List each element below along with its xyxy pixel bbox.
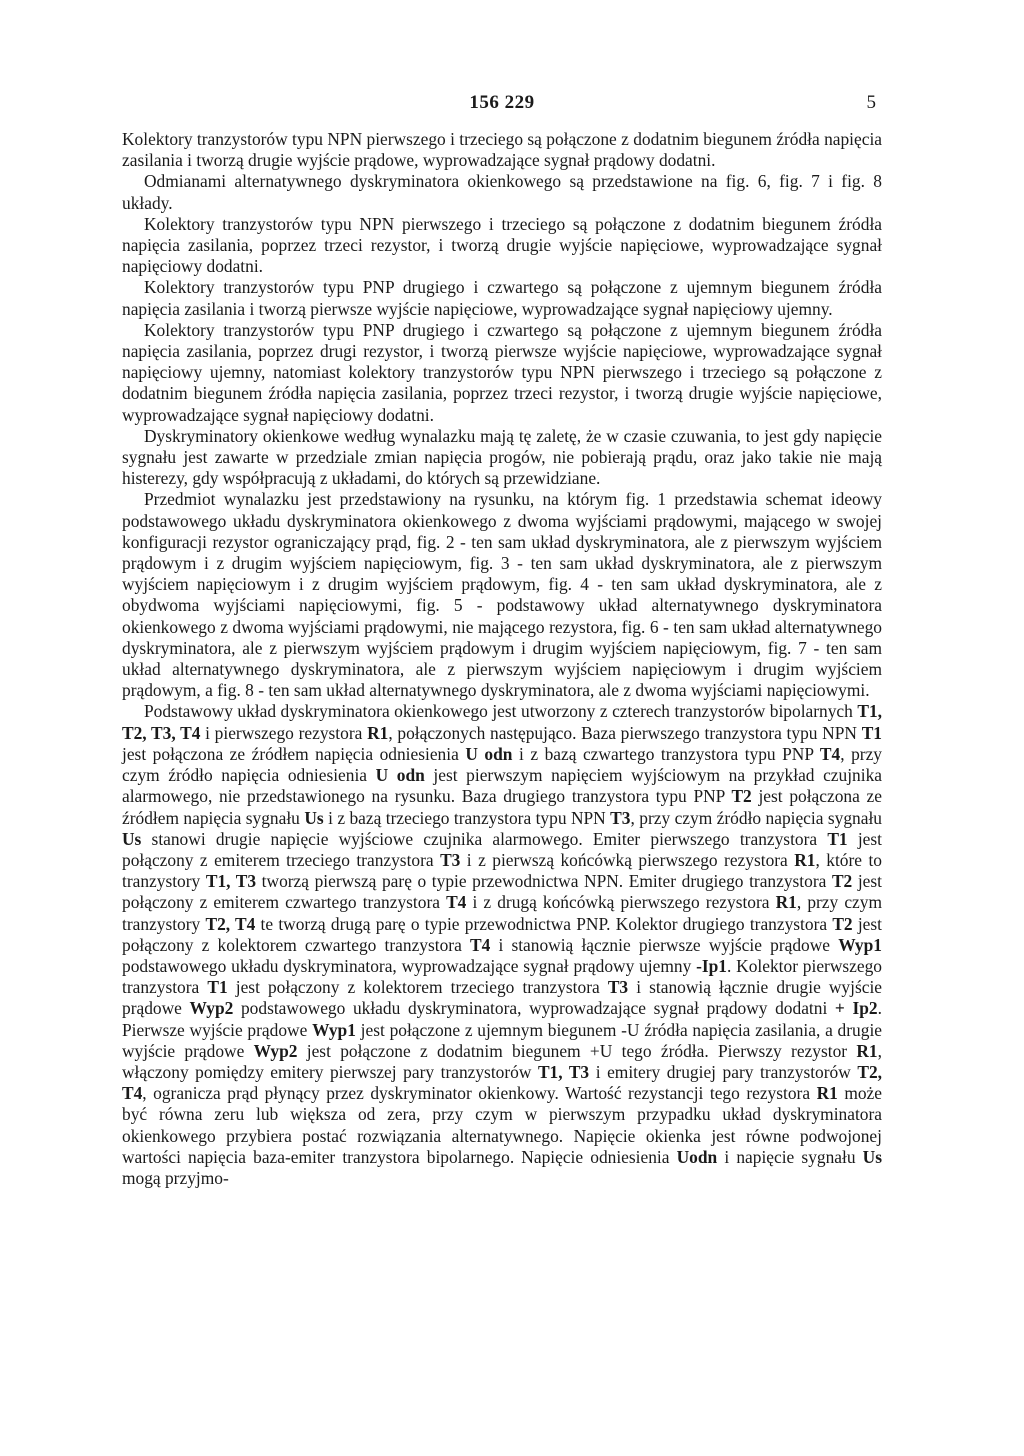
text-run: i emitery drugiej pary tranzystorów — [589, 1061, 858, 1082]
bold-symbol: Wyp1 — [312, 1019, 356, 1040]
paragraph: Kolektory tranzystorów typu NPN pierwszego i trzeciego są połączone z dodatnim biegunem źródła napięcia zasilania, poprzez trzeci rezystor, i tworzą drugie wyjście napięciowe, wyprowadzające sygnał napięciowy dodatni. — [122, 213, 882, 277]
bold-symbol: T4 — [469, 934, 491, 955]
text-run: i z drugą końcówką pierwszego rezystora — [466, 892, 776, 913]
text-run: i z bazą trzeciego tranzystora typu NPN — [323, 807, 611, 828]
paragraph: Kolektory tranzystorów typu PNP drugiego i czwartego są połączone z ujemnym biegunem źródła napięcia zasilania, poprzez drugi rezystor, i tworzą pierwsze wyjście napięciowe, wyprowadzające sygnał napięciowy ujemny, natomiast kolektory tranzystorów typu NPN pierwszego i trzeciego są połączone z dodatnim biegunem źródła napięcia zasilania, poprzez trzeci rezystor, i tworzą drugie wyjście napięciowe, wyprowadzające sygnał napięciowy dodatni. — [122, 319, 882, 425]
bold-symbol: Us — [304, 807, 324, 828]
page-header — [122, 92, 882, 122]
text-run: , przy czym źródło napięcia odniesienia — [122, 743, 882, 786]
bold-symbol: T3 — [440, 849, 461, 870]
text-run: jest połączone z dodatnim biegunem +U tego źródła. Pierwszy rezystor — [297, 1040, 857, 1061]
paragraph: Odmianami alternatywnego dyskryminatora okienkowego są przedstawione na fig. 6, fig. 7 i fig. 8 układy. — [122, 171, 882, 213]
text-run: może być równa zeru lub większa od zera, przy czym w pierwszym przypadku układ dyskryminatora okienkowego przybiera postać rozwiązania alternatywnego. Napięcie okienka jest równe podwojonej wartości napięcia baza-emiter tranzystora bipolarnego. Napięcie odniesienia — [122, 1083, 882, 1167]
bold-symbol: R1 — [367, 722, 389, 743]
text-run: mogą przyjmo- — [122, 1167, 229, 1188]
text-run: i stanowią łącznie drugie wyjście prądowe — [122, 977, 882, 1019]
text-run: i pierwszego rezystora — [200, 722, 368, 743]
text-run: stanowi drugie napięcie wyjściowe czujnika alarmowego. Emiter pierwszego tranzystora — [141, 828, 828, 849]
bold-symbol: T1 — [861, 722, 882, 743]
text-run: te tworzą drugą parę o typie przewodnictwa PNP. Kolektor drugiego tranzystora — [255, 913, 833, 934]
bold-symbol: Wyp2 — [189, 998, 234, 1019]
text-run: i z bazą czwartego tranzystora typu PNP — [512, 743, 820, 764]
bold-symbol: Us — [862, 1146, 882, 1167]
text-run: i stanowią łącznie pierwsze wyjście prądowe — [490, 934, 839, 955]
text-run: , przy czym źródło napięcia sygnału — [630, 807, 882, 828]
paragraph: Dyskryminatory okienkowe według wynalazku mają tę zaletę, że w czasie czuwania, to jest gdy napięcie sygnału jest zawarte w przedziale zmian napięcia progów, nie pobierają prądu, oraz jako takie nie mają histerezy, gdy współpracują z układami, do których są przewidziane. — [122, 425, 882, 489]
text-run: Podstawowy układ dyskryminatora okienkowego jest utworzony z czterech tranzystorów bipolarnych — [144, 701, 858, 722]
text-run: , ogranicza prąd płynący przez dyskryminator okienkowy. Wartość rezystancji tego rezystora — [142, 1083, 817, 1104]
text-run: . Pierwsze wyjście prądowe — [122, 998, 882, 1040]
paragraph: Kolektory tranzystorów typu PNP drugiego i czwartego są połączone z ujemnym biegunem źródła napięcia zasilania i tworzą pierwsze wyjście napięciowe, wyprowadzające sygnał napięciowy ujemny. — [122, 277, 882, 319]
text-run: , włączony pomiędzy emitery pierwszej pary tranzystorów — [122, 1040, 882, 1082]
text-run: jest połączone z ujemnym biegunem -U źródła napięcia zasilania, a drugie wyjście prądowe — [122, 1019, 882, 1061]
bold-symbol: T4 — [819, 743, 841, 764]
text-run: , połączonych następująco. Baza pierwszego tranzystora typu NPN — [388, 722, 862, 743]
text-run: jest pierwszym napięciem wyjściowym na przykład czujnika alarmowego, nie przedstawionego na rysunku. Baza drugiego tranzystora typu PNP — [122, 765, 882, 807]
bold-symbol: R1 — [794, 849, 816, 870]
bold-symbol: T4 — [446, 892, 467, 913]
bold-symbol: -Ip1 — [696, 955, 728, 976]
bold-symbol: T2, T4 — [205, 913, 256, 934]
text-run: . Kolektor pierwszego tranzystora — [122, 955, 882, 998]
bold-symbol: T1 — [207, 977, 228, 998]
bold-symbol: T1, T3 — [205, 871, 257, 892]
text-run: , które to tranzystory — [122, 849, 882, 892]
text-run: podstawowego układu dyskryminatora, wyprowadzające sygnał prądowy ujemny — [122, 955, 697, 976]
sheet-number: 5 — [866, 92, 876, 113]
bold-symbol: + Ip2 — [834, 998, 878, 1019]
text-run: podstawowego układu dyskryminatora, wyprowadzające sygnał prądowy dodatni — [233, 998, 835, 1019]
bold-symbol: U odn — [465, 743, 513, 764]
bold-symbol: Us — [122, 828, 142, 849]
bold-symbol: R1 — [856, 1040, 878, 1061]
bold-symbol: T2 — [832, 913, 853, 934]
document-body — [122, 129, 882, 1189]
bold-symbol: Uodn — [676, 1146, 718, 1167]
text-run: tworzą pierwszą parę o typie przewodnictwa NPN. Emiter drugiego tranzystora — [256, 871, 832, 892]
text-run: i z pierwszą końcówką pierwszego rezystora — [460, 849, 795, 870]
text-run: jest połączony z emiterem trzeciego tranzystora — [122, 828, 882, 870]
text-run: , przy czym tranzystory — [122, 892, 882, 934]
bold-symbol: T2, T4 — [122, 1061, 882, 1104]
bold-symbol: Wyp1 — [838, 934, 882, 955]
text-run: jest połączona ze źródłem napięcia odniesienia — [122, 743, 466, 764]
text-run: jest połączona ze źródłem napięcia sygnału — [122, 786, 882, 828]
bold-symbol: T1, T3 — [537, 1061, 590, 1082]
text-run: jest połączony z emiterem czwartego tranzystora — [122, 871, 882, 913]
bold-symbol: U odn — [375, 765, 425, 786]
bold-symbol: T3 — [610, 807, 631, 828]
text-run: jest połączony z kolektorem czwartego tranzystora — [122, 913, 882, 955]
bold-symbol: R1 — [775, 892, 797, 913]
text-run: jest połączony z kolektorem trzeciego tranzystora — [227, 977, 608, 998]
bold-symbol: T1 — [827, 828, 848, 849]
bold-symbol: T1, T2, T3, T4 — [122, 701, 882, 743]
paragraph: Kolektory tranzystorów typu NPN pierwszego i trzeciego są połączone z dodatnim biegunem źródła napięcia zasilania i tworzą drugie wyjście prądowe, wyprowadzające sygnał prądowy dodatni. — [122, 129, 882, 171]
bold-symbol: T2 — [731, 786, 752, 807]
paragraph-circuit-description — [122, 701, 882, 1189]
patent-number: 156 229 — [469, 92, 535, 113]
bold-symbol: Wyp2 — [253, 1040, 298, 1061]
text-run: i napięcie sygnału — [717, 1146, 863, 1167]
bold-symbol: T3 — [607, 977, 629, 998]
bold-symbol: T2 — [831, 871, 853, 892]
bold-symbol: R1 — [816, 1083, 838, 1104]
paragraph: Przedmiot wynalazku jest przedstawiony na rysunku, na którym fig. 1 przedstawia schemat ideowy podstawowego układu dyskryminatora okienkowego z dwoma wyjściami prądowymi, mającego w swojej konfiguracji rezystor ograniczający prąd, fig. 2 - ten sam układ dyskryminatora, ale z pierwszym wyjściem prądowym i z drugim wyjściem napięciowym, fig. 3 - ten sam układ dyskryminatora, ale z pierwszym wyjściem napięciowym i z drugim wyjściem prądowym, fig. 4 - ten sam układ dyskryminatora, ale z obydwoma wyjściami napięciowymi, fig. 5 - podstawowy układ alternatywnego dyskryminatora okienkowego z dwoma wyjściami prądowymi, nie mającego rezystora, fig. 6 - ten sam układ alternatywnego dyskryminatora, ale z pierwszym wyjściem prądowym i drugim wyjściem napięciowym, fig. 7 - ten sam układ alternatywnego dyskryminatora, ale z pierwszym wyjściem napięciowym i drugim wyjściem prądowym, a fig. 8 - ten sam układ alternatywnego dyskryminatora, ale z dwoma wyjściami napięciowymi. — [122, 489, 882, 701]
